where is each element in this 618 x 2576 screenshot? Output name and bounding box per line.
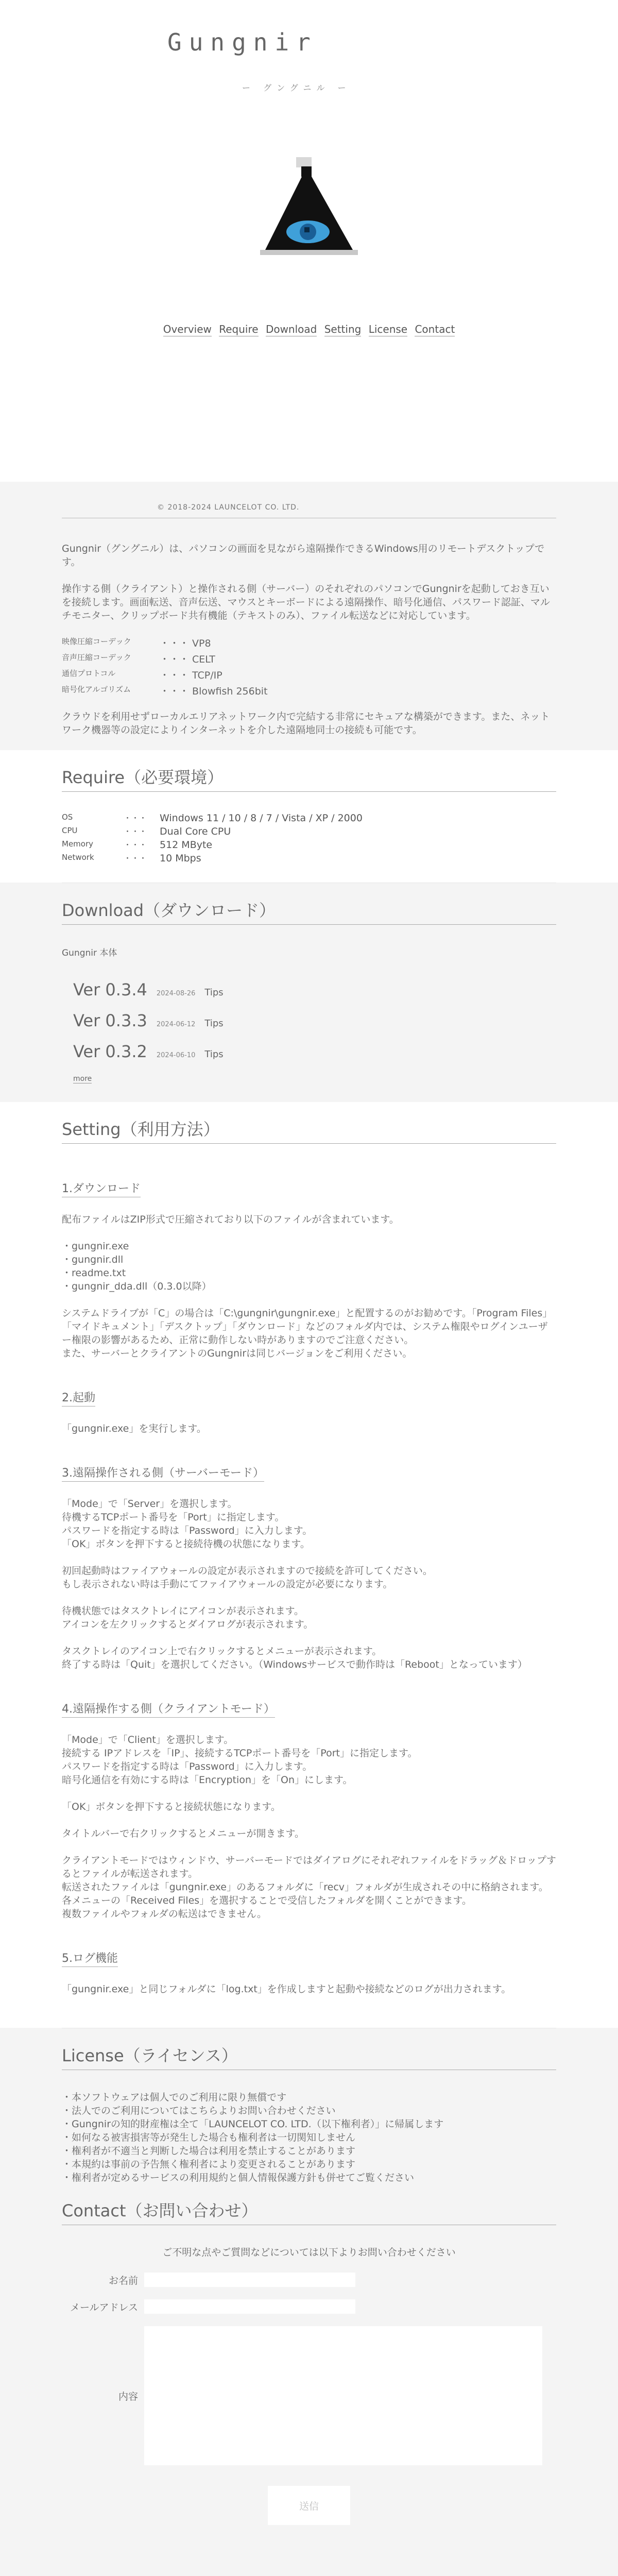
license-list: ・本ソフトウェアは個人でのご利用に限り無償です ・法人でのご利用についてはこちらよりお問い合わせください ・Gungnirの知的財産権は全て「LAUNCELOT CO. LTD.（以下権利者）」に帰属します ・如何なる被害損害等が発生した場合も権利者は一切関知しません ・権利者が不適当と判断した場合は利用を禁止することがあります ・本規約は事前の予告無く権利者により変更されることがあります ・権利者が定めるサービスの利用規約と個人情報保護方針も併せてご覧ください [62,2092,444,2183]
spec-value: ・・・ VP8 [160,638,211,649]
spec-key: 音声圧縮コーデック [62,653,131,662]
download-title: Download（ダウンロード） [62,897,556,925]
license-title: License（ライセンス） [62,2043,556,2070]
spec-list [62,636,556,698]
setting-step-title: 4.遠隔操作する側（クライアントモード） [62,1700,275,1718]
nav-download[interactable]: Download [265,323,317,335]
setting-text: 待機状態ではタスクトレイにアイコンが表示されます。 アイコンを左クリックするとダイアログが表示されます。 [62,1605,314,1630]
body-row [62,2326,556,2465]
setting-text: 「Mode」で「Server」を選択します。 待機するTCPポート番号を「Port」に指定します。 パスワードを指定する時は「Password」に入力します。 「OK」ボタンを押下すると接続待機の状態になります。 [62,1498,313,1550]
req-value: 10 Mbps [160,853,201,864]
nav-contact[interactable]: Contact [415,323,455,335]
overview-copyright: © 2018-2024 LAUNCELOT CO. LTD. [157,503,300,512]
req-dots: ・・・ [124,827,147,836]
setting-text: 「Mode」で「Client」を選択します。 接続する IPアドレスを「IP」、接続するTCPポート番号を「Port」に指定します。 パスワードを指定する時は「Password」に入力します。 暗号化通信を有効にする時は「Encryption」を「On」にします。 [62,1734,418,1786]
req-dots: ・・・ [124,854,147,863]
tips-link[interactable]: Tips [204,1049,224,1060]
req-key: OS [62,812,73,822]
req-value: Windows 11 / 10 / 8 / 7 / Vista / XP / 2000 [160,812,363,824]
tips-link[interactable]: Tips [204,987,224,998]
spec-value: ・・・ Blowfish 256bit [160,686,268,697]
download-section [62,883,556,1083]
file-list: ・gungnir.exe ・gungnir.dll ・readme.txt ・gungnir_dda.dll（0.3.0以降） [62,1241,212,1292]
setting-text: 初回起動時はファイアウォールの設定が表示されますので接続を許可してください。 もし表示されない時は手動にてファイアウォールの設定が必要になります。 [62,1565,433,1590]
setting-step-title: 1.ダウンロード [62,1180,141,1197]
version-date: 2024-06-10 [156,1052,196,1059]
contact-intro: ご不明な点やご質問などについては以下よりお問い合わせください [162,2247,456,2258]
require-section [0,750,618,883]
spec-key: 暗号化アルゴリズム [62,685,131,694]
setting-text: 「gungnir.exe」を実行します。 [62,1423,207,1434]
setting-step-title: 5.ログ機能 [62,1950,118,1967]
req-key: CPU [62,826,78,835]
req-value: 512 MByte [160,839,213,851]
version-link[interactable]: Ver 0.3.2 [73,1042,147,1061]
spec-value: ・・・ CELT [160,654,215,665]
req-dots: ・・・ [124,840,147,850]
require-table [62,812,556,864]
contact-title: Contact（お問い合わせ） [62,2198,556,2225]
email-row [62,2299,556,2314]
download-label: Gungnir 本体 [62,948,117,958]
nav-setting[interactable]: Setting [324,323,362,335]
version-entry [73,1042,556,1061]
setting-text: タイトルバーで右クリックするとメニューが開きます。 [62,1828,305,1839]
main-nav [0,323,618,335]
brand-title: Gungnir [167,28,318,56]
nav-license[interactable]: License [368,323,408,335]
name-label: お名前 [108,2275,138,2286]
brand-subtitle: ー グングニル ー [242,83,351,93]
require-title: Require（必要環境） [62,765,556,792]
setting-step-title: 3.遠隔操作される側（サーバーモード） [62,1464,264,1482]
spec-key: 映像圧縮コーデック [62,637,131,646]
setting-text: 「OK」ボタンを押下すると接続状態になります。 [62,1801,281,1812]
version-entry [73,980,556,999]
req-dots: ・・・ [124,814,147,823]
body-field[interactable] [144,2326,542,2465]
setting-text: タスクトレイのアイコン上で右クリックするとメニューが表示されます。 終了する時は「Quit」を選択してください。（Windowsサービスで動作時は「Reboot」となっています） [62,1646,527,1670]
version-date: 2024-08-26 [156,990,196,997]
setting-title: Setting（利用方法） [62,1116,556,1144]
email-label: メールアドレス [70,2301,138,2313]
setting-text: システムドライブが「C」の場合は「C:\gungnir\gungnir.exe」と配置するのがお勧めです。「Program Files」「マイドキュメント」「デスクトップ」「ダウンロード」などのフォルダ内では、システム権限やログインユーザー権限の影響があるため、正常に動作しない時がありますのでご注意ください。 また、サーバーとクライアントのGungnirは同じバージョンをご利用ください。 [62,1308,553,1359]
email-field[interactable] [144,2299,355,2314]
name-field[interactable] [144,2273,355,2287]
overview-p1: Gungnir（グングニル）は、パソコンの画面を見ながら遠隔操作できるWindows用のリモートデスクトップです。 [62,543,545,568]
body-label: 内容 [118,2391,138,2402]
version-date: 2024-06-12 [156,1021,196,1028]
main-content [62,503,556,2525]
setting-text: 配布ファイルはZIP形式で圧縮されており以下のファイルが含まれています。 [62,1214,399,1225]
overview-p3: クラウドを利用せずローカルエリアネットワーク内で完結する非常にセキュアな構築ができます。また、ネットワーク機器等の設定によりインターネットを介した遠隔地同士の接続も可能です。 [62,711,550,736]
contact-section [62,2198,556,2525]
req-key: Network [62,853,94,862]
req-value: Dual Core CPU [160,826,231,837]
version-link[interactable]: Ver 0.3.3 [73,1011,147,1030]
submit-button[interactable]: 送信 [268,2486,350,2525]
logo-eye-pyramid-icon [260,152,358,260]
name-row [62,2273,556,2287]
nav-overview[interactable]: Overview [163,323,212,335]
overview-p2: 操作する側（クライアント）と操作される側（サーバー）のそれぞれのパソコンでGungnirを起動しておき互いを接続します。画面転送、音声伝送、マウスとキーボードによる遠隔操作、暗号化通信、パスワード認証、マルチモニター、クリップボード共有機能（テキストのみ）、ファイル転送などに対応しています。 [62,583,550,621]
version-link[interactable]: Ver 0.3.4 [73,980,147,999]
tips-link[interactable]: Tips [204,1018,224,1029]
setting-text: クライアントモードではウィンドウ、サーバーモードではダイアログにそれぞれファイルをドラッグ＆ドロップするとファイルが転送されます。 転送されたファイルは「gungnir.exe」のあるフォルダに「recv」フォルダが生成されその中に格納されます。 各メニューの「Received Files」を選択することで受信したフォルダを開くことができます。 複数ファイルやフォルダの転送はできません。 [62,1855,556,1920]
setting-step-title: 2.起動 [62,1389,95,1406]
spec-key: 通信プロトコル [62,669,116,678]
setting-text: 「gungnir.exe」と同じフォルダに「log.txt」を作成しますと起動や接続などのログが出力されます。 [62,1984,511,1995]
nav-require[interactable]: Require [219,323,259,335]
license-section [62,2028,556,2184]
req-key: Memory [62,839,94,849]
spec-value: ・・・ TCP/IP [160,670,222,681]
more-link[interactable]: more [73,1075,92,1083]
version-entry [73,1011,556,1030]
setting-section [0,1102,618,2028]
hero [0,0,618,482]
